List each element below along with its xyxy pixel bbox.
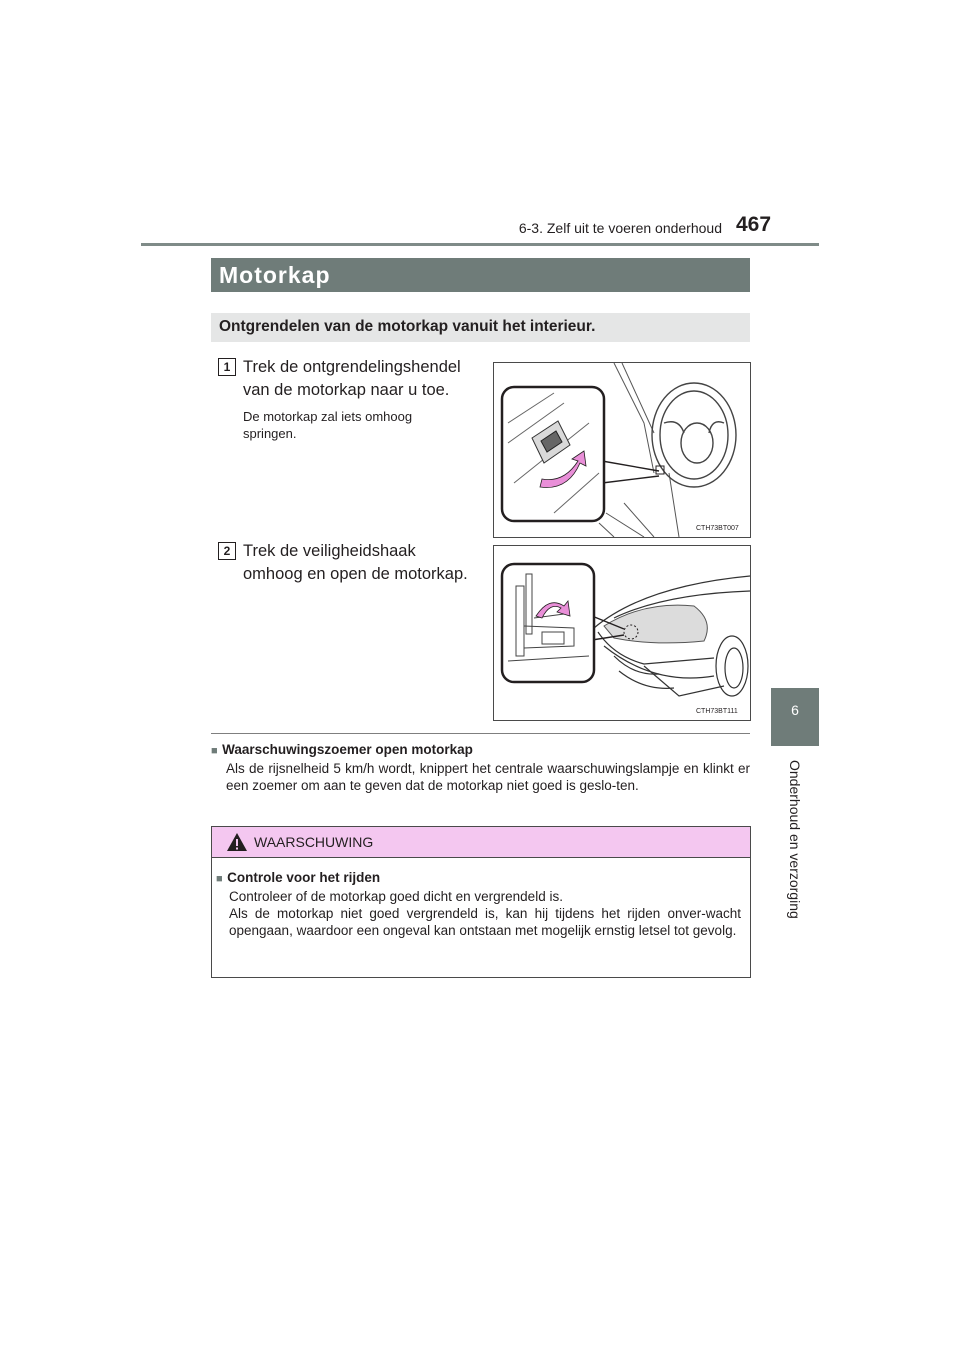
header-rule	[141, 243, 819, 246]
page-number: 467	[736, 213, 772, 236]
warning-line-1: Controleer of de motorkap goed dicht en vergrendeld is.	[229, 889, 563, 904]
safety-catch-illustration	[494, 546, 750, 720]
step-2-text	[243, 540, 503, 586]
step-1-note-line-1: De motorkap zal iets omhoog	[243, 409, 413, 424]
step-2-line-2: omhoog en open de motorkap.	[243, 565, 468, 583]
step-number-1: 1	[218, 358, 236, 376]
square-bullet-icon: ■	[216, 873, 223, 885]
figure-1-code: CTH73BT007	[696, 525, 739, 532]
buzzer-heading-row	[211, 741, 473, 759]
page-title: Motorkap	[219, 262, 331, 288]
step-1-note-line-2: springen.	[243, 426, 297, 441]
figure-safety-catch	[493, 545, 751, 721]
figure-2-code: CTH73BT111	[696, 708, 738, 715]
buzzer-heading: Waarschuwingszoemer open motorkap	[222, 742, 473, 757]
warning-heading: Controle voor het rijden	[227, 870, 381, 885]
section-title: 6-3. Zelf uit te voeren onderhoud	[518, 220, 722, 236]
figure-hood-release-lever	[493, 362, 751, 538]
step-2-line-1: Trek de veiligheidshaak	[243, 542, 416, 560]
chapter-title: Onderhoud en verzorging	[787, 760, 803, 919]
step-1-note	[243, 408, 473, 442]
step-number-2: 2	[218, 542, 236, 560]
subtitle: Ontgrendelen van de motorkap vanuit het interieur.	[219, 318, 596, 335]
step-1-line-1: Trek de ontgrendelingshendel	[243, 358, 461, 376]
section-separator	[211, 733, 750, 734]
step-1-text	[243, 356, 503, 402]
chapter-side-label	[781, 760, 809, 1000]
page-title-bar	[211, 258, 750, 292]
warning-triangle-icon	[226, 832, 248, 852]
warning-label: WAARSCHUWING	[254, 834, 374, 850]
subtitle-bar	[211, 313, 750, 342]
warning-heading-row	[216, 869, 380, 887]
square-bullet-icon: ■	[211, 745, 218, 757]
warning-line-2: Als de motorkap niet goed vergrendeld is, kan hij tijdens het rijden onver-wacht opengaan, waardoor een ongeval kan ontstaan met mogelijk ernstig letsel tot gevolg.	[229, 906, 741, 938]
chapter-number: 6	[791, 702, 799, 718]
warning-box	[211, 826, 751, 978]
chapter-tab[interactable]	[771, 688, 819, 746]
warning-header	[212, 827, 750, 858]
buzzer-body: Als de rijsnelheid 5 km/h wordt, knippert het centrale waarschuwingslampje en klinkt er een zoemer om aan te geven dat de motorkap niet goed is geslo-ten.	[226, 761, 750, 793]
step-1-line-2: van de motorkap naar u toe.	[243, 381, 450, 399]
hood-release-illustration	[494, 363, 750, 537]
